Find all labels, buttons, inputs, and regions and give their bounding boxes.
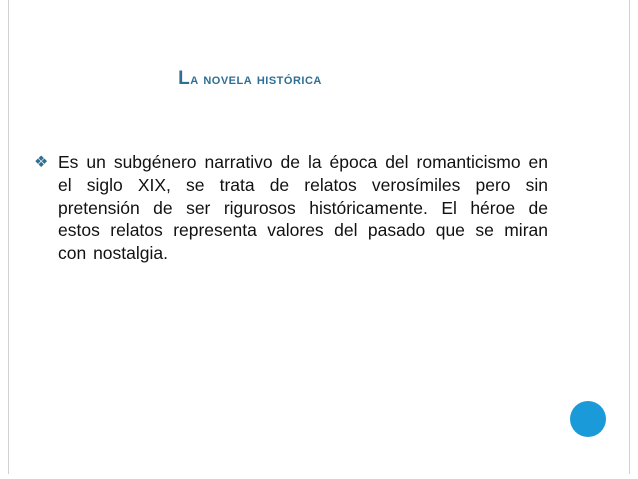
title-rest: a novela histórica: [190, 71, 322, 88]
title-first-letter: L: [178, 68, 191, 89]
bullet-text: Es un subgénero narrativo de la época del romanticismo en el siglo XIX, se trata de relatos verosímiles pero sin pretensión de ser rigurosos históricamente. El héroe de estos relatos representa valores del pasado que se miran con nostalgia.: [58, 152, 548, 264]
slide-title: [0, 68, 500, 90]
decorative-circle: [570, 401, 606, 437]
diamond-bullet-icon: ❖: [34, 154, 49, 171]
